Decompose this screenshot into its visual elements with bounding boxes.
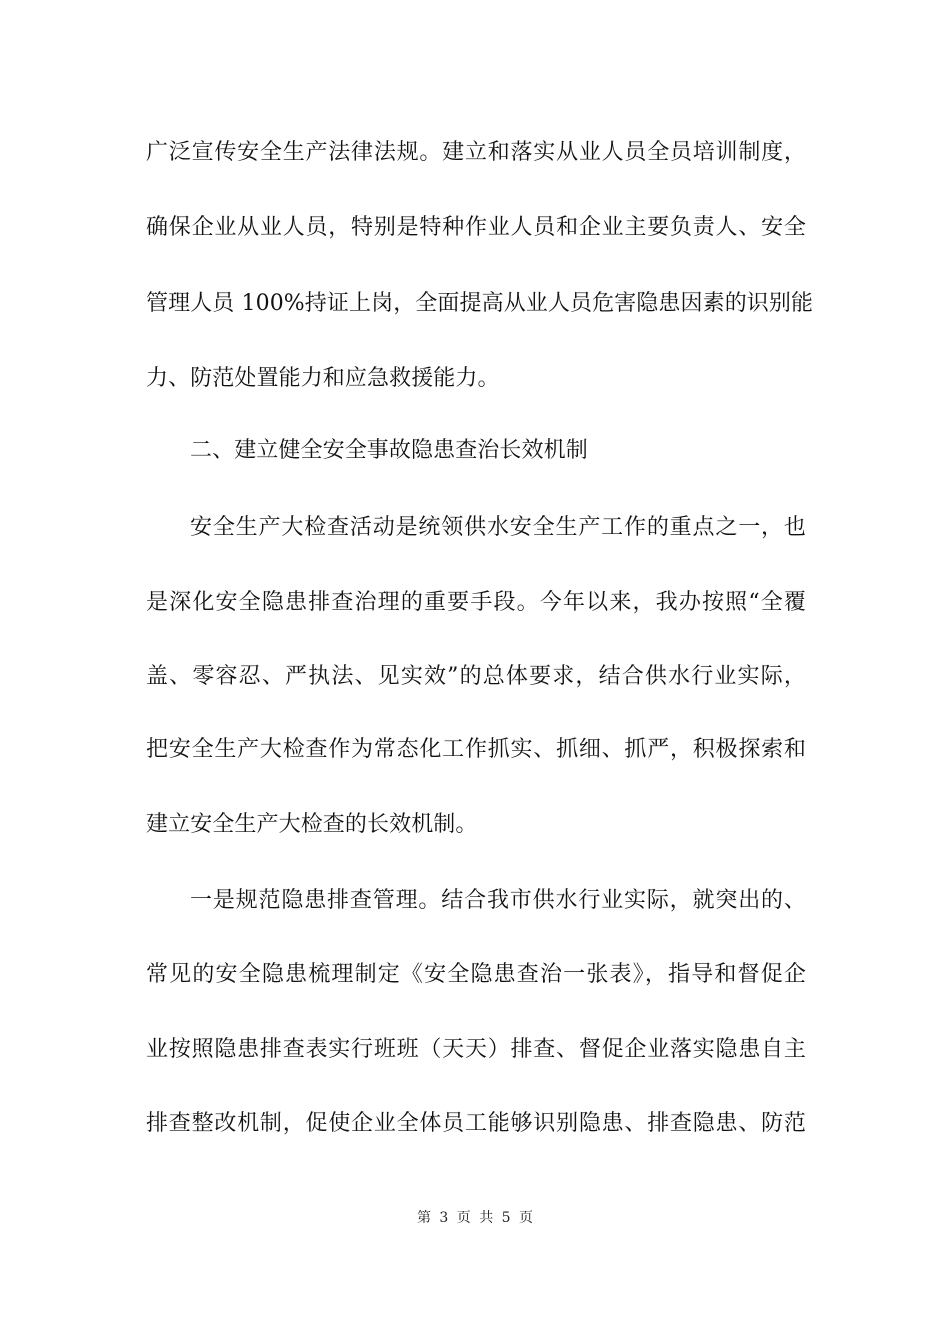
footer-total-prefix: 共 xyxy=(479,1210,494,1226)
paragraph-1-line-3: 管理人员 100%持证上岗，全面提高从业人员危害隐患因素的识别能 xyxy=(146,291,814,316)
paragraph-2-line-1: 安全生产大检查活动是统领供水安全生产工作的重点之一，也 xyxy=(190,515,806,540)
paragraph-3-line-4: 排查整改机制，促使企业全体员工能够识别隐患、排查隐患、防范 xyxy=(146,1111,806,1136)
footer-total-unit: 页 xyxy=(519,1210,534,1226)
paragraph-3-line-1: 一是规范隐患排查管理。结合我市供水行业实际，就突出的、 xyxy=(190,888,806,913)
paragraph-2-line-5: 建立安全生产大检查的长效机制。 xyxy=(146,812,478,837)
footer-prefix: 第 xyxy=(416,1210,431,1226)
paragraph-2-line-3: 盖、零容忍、严执法、见实效”的总体要求，结合供水行业实际， xyxy=(146,664,806,689)
paragraph-1-line-1: 广泛宣传安全生产法律法规。建立和落实从业人员全员培训制度， xyxy=(146,140,806,165)
footer-total-pages: 5 xyxy=(501,1210,511,1226)
paragraph-2-line-2: 是深化安全隐患排查治理的重要手段。今年以来，我办按照“全覆 xyxy=(146,590,806,615)
paragraph-3-line-2: 常见的安全隐患梳理制定《安全隐患查治一张表》，指导和督促企 xyxy=(146,962,806,987)
paragraph-1-line-2: 确保企业从业人员，特别是特种作业人员和企业主要负责人、安全 xyxy=(146,215,806,240)
paragraph-3-line-3: 业按照隐患排查表实行班班（天天）排查、督促企业落实隐患自主 xyxy=(146,1037,806,1062)
paragraph-1-line-4: 力、防范处置能力和应急救援能力。 xyxy=(146,366,500,391)
paragraph-2-line-4: 把安全生产大检查作为常态化工作抓实、抓细、抓严，积极探索和 xyxy=(146,737,806,762)
footer-current-page: 3 xyxy=(439,1210,449,1226)
page-footer xyxy=(0,1206,950,1230)
footer-page-unit: 页 xyxy=(456,1210,471,1226)
section-heading: 二、建立健全安全事故隐患查治长效机制 xyxy=(190,438,588,463)
